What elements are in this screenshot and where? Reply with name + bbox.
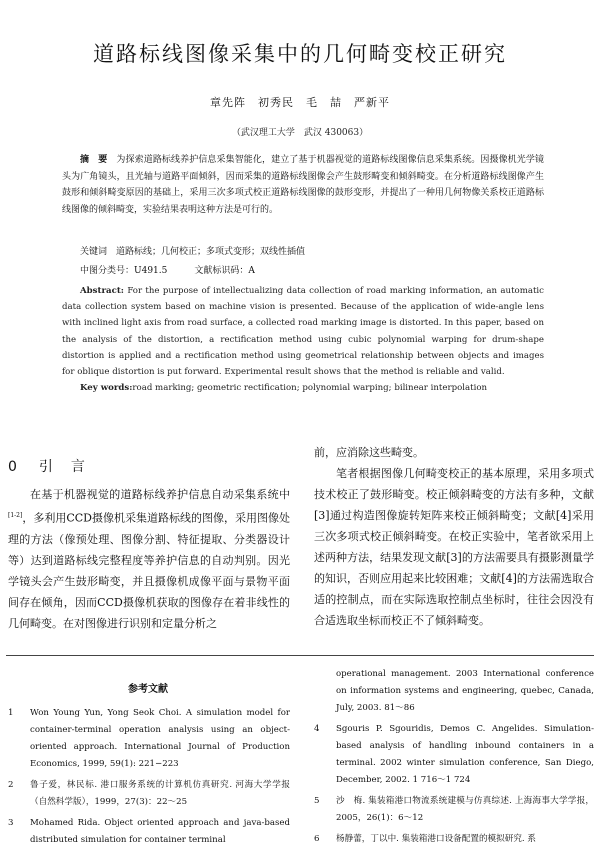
body-text: 采用三次多项式校正倾斜畸变。在校正实验中，笔者欲采用上述两种方法，结果发现文献 bbox=[314, 509, 594, 564]
reference-number: 2 bbox=[8, 780, 14, 790]
reference-item bbox=[8, 815, 290, 849]
doc-code-value: A bbox=[248, 266, 255, 276]
reference-number: 1 bbox=[8, 708, 14, 718]
reference-number: 5 bbox=[314, 796, 320, 806]
body-text: 的方法需选取合适的控制点，而在实际选取控制点坐标时，往往会因没有合适选取坐标而校正不了倾斜畸变。 bbox=[314, 572, 595, 627]
doc-code-label: 文献标识码： bbox=[194, 266, 249, 276]
citation: [4] bbox=[555, 509, 572, 522]
abstract-en bbox=[62, 283, 544, 396]
keywords-zh-label: 关键词 bbox=[80, 247, 108, 257]
section-title-char1: 引 bbox=[38, 459, 53, 475]
body-text: 通过构造图像旋转矩阵来校正倾斜畸变；文献 bbox=[329, 509, 556, 522]
abstract-en-text: For the purpose of intellectualizing data collection of road marking information, an automatic data collection system based on machine vision is presented. Because of the application of wide-angle lens with inclined light axis from road surface, a collected road marking image is distorted. In this paper, based on the analysis of the distortion, a rectification method using cubic polynomial warping for drum-shape distortion is applied and a rectification method using geometrical relationship between objects and images for oblique distortion is put forward. Experimental result shows that the method is reliable and valid. bbox=[62, 286, 544, 378]
abstract-zh bbox=[62, 152, 544, 218]
reference-item bbox=[8, 705, 290, 773]
reference-text: Mohamed Rida. Object oriented approach and java-based distributed simulation for container terminal bbox=[30, 818, 290, 845]
keywords-zh-text: 道路标线；几何校正；多项式变形；双线性插值 bbox=[116, 247, 306, 257]
body-left-column bbox=[8, 484, 290, 634]
section-title-char2: 言 bbox=[70, 459, 85, 475]
footer-divider bbox=[6, 655, 594, 656]
reference-item bbox=[8, 777, 290, 811]
body-right-column bbox=[314, 442, 594, 631]
references-heading: 参考文献 bbox=[128, 684, 168, 695]
body-text: 笔者根据图像几何畸变校正的基本原理，采用多项式技术校正了鼓形畸变。校正倾斜畸变的方法有多种，文献 bbox=[314, 467, 594, 501]
clc-value: U491.5 bbox=[134, 266, 168, 276]
paper-title: 道路标线图像采集中的几何畸变校正研究 bbox=[93, 42, 507, 66]
reference-item bbox=[314, 831, 594, 848]
references-left bbox=[8, 705, 290, 853]
abstract-zh-text: 为探索道路标线养护信息采集智能化，建立了基于机器视觉的道路标线图像信息采集系统。因摄像机光学镜头为广角镜头，且光轴与道路平面倾斜，因而采集的道路标线图像会产生鼓形畸变和倾斜畸变。在分析道路标线图像产生鼓形和倾斜畸变原因的基础上，采用三次多项式校正道路标线图像的鼓形变形，并提出了一种用几何物像关系校正道路标线图像的倾斜畸变，实验结果表明这种方法是可行的。 bbox=[62, 155, 544, 215]
body-right-paragraph-1: 前，应消除这些畸变。 bbox=[314, 446, 424, 459]
reference-number: 3 bbox=[8, 818, 14, 828]
author-list: 章先阵 初秀民 毛 喆 严新平 bbox=[210, 96, 390, 109]
body-left-paragraph bbox=[8, 484, 290, 634]
body-right-paragraph-2 bbox=[314, 463, 594, 631]
body-text: 的方法需要具有摄影测量学的知识，否则应用起来比较困难；文献 bbox=[314, 551, 594, 585]
reference-number: 4 bbox=[314, 724, 320, 734]
abstract-zh-label: 摘 要 bbox=[80, 155, 108, 165]
reference-item bbox=[314, 793, 594, 827]
reference-text: Won Young Yun, Yong Seok Choi. A simulation model for container-terminal operation analysis using an object-oriented approach. International Journal of Production Economics, 1999, 59(1): 221−223 bbox=[30, 708, 290, 769]
citation: [3] bbox=[446, 551, 462, 564]
keywords-en-label: Key words: bbox=[80, 383, 133, 394]
citation: [3] bbox=[314, 509, 330, 522]
reference-continuation: operational management. 2003 International conference on information systems and engineering, quebec, Canada, July, 2003. 81～86 bbox=[336, 669, 594, 713]
reference-text: Sgouris P. Sgouridis, Demos C. Angelides. Simulation-based analysis of handling inbound containers in a terminal. 2002 winter simulation conference, San Diego, December, 2002. 1 716～1 724 bbox=[336, 724, 594, 785]
reference-item bbox=[314, 721, 594, 789]
reference-number: 6 bbox=[314, 834, 320, 844]
reference-text: 鲁子爱，林民标. 港口服务系统的计算机仿真研究. 河海大学学报（自然科学版），1999，27(3)：22～25 bbox=[30, 780, 290, 807]
citation: [4] bbox=[501, 572, 517, 585]
affiliation: （武汉理工大学 武汉 430063） bbox=[231, 128, 369, 138]
section-heading bbox=[8, 456, 288, 476]
abstract-en-label: Abstract: bbox=[80, 286, 124, 296]
body-text: ，多利用CCD摄像机采集道路标线的图像，采用图像处理的方法（像预处理、图像分割、特征提取、分类器设计等）达到道路标线完整程度等养护信息的自动判别。因光学镜头会产生鼓形畸变，并且摄像机成像平面与景物平面间存在倾角，因而CCD摄像机获取的图像存在着非线性的几何畸变。在对图像进行识别和定量分析之 bbox=[8, 511, 290, 630]
classification-line bbox=[80, 263, 540, 276]
body-text: 在基于机器视觉的道路标线养护信息自动采集系统中 bbox=[30, 488, 290, 501]
references-right bbox=[314, 666, 594, 852]
clc-label: 中图分类号： bbox=[80, 266, 135, 276]
reference-text: 杨静蕾，丁以中. 集装箱港口设备配置的模拟研究. 系 bbox=[336, 834, 536, 844]
keywords-en-text: road marking; geometric rectification; polynomial warping; bilinear interpolation bbox=[132, 383, 488, 394]
keywords-zh bbox=[80, 244, 540, 257]
reference-text: 沙 梅. 集装箱港口物流系统建模与仿真综述. 上海海事大学学报，2005，26(1)：6～12 bbox=[336, 796, 594, 823]
section-number: 0 bbox=[8, 459, 17, 475]
keywords-en bbox=[62, 380, 544, 396]
citation: [1-2] bbox=[8, 512, 23, 519]
